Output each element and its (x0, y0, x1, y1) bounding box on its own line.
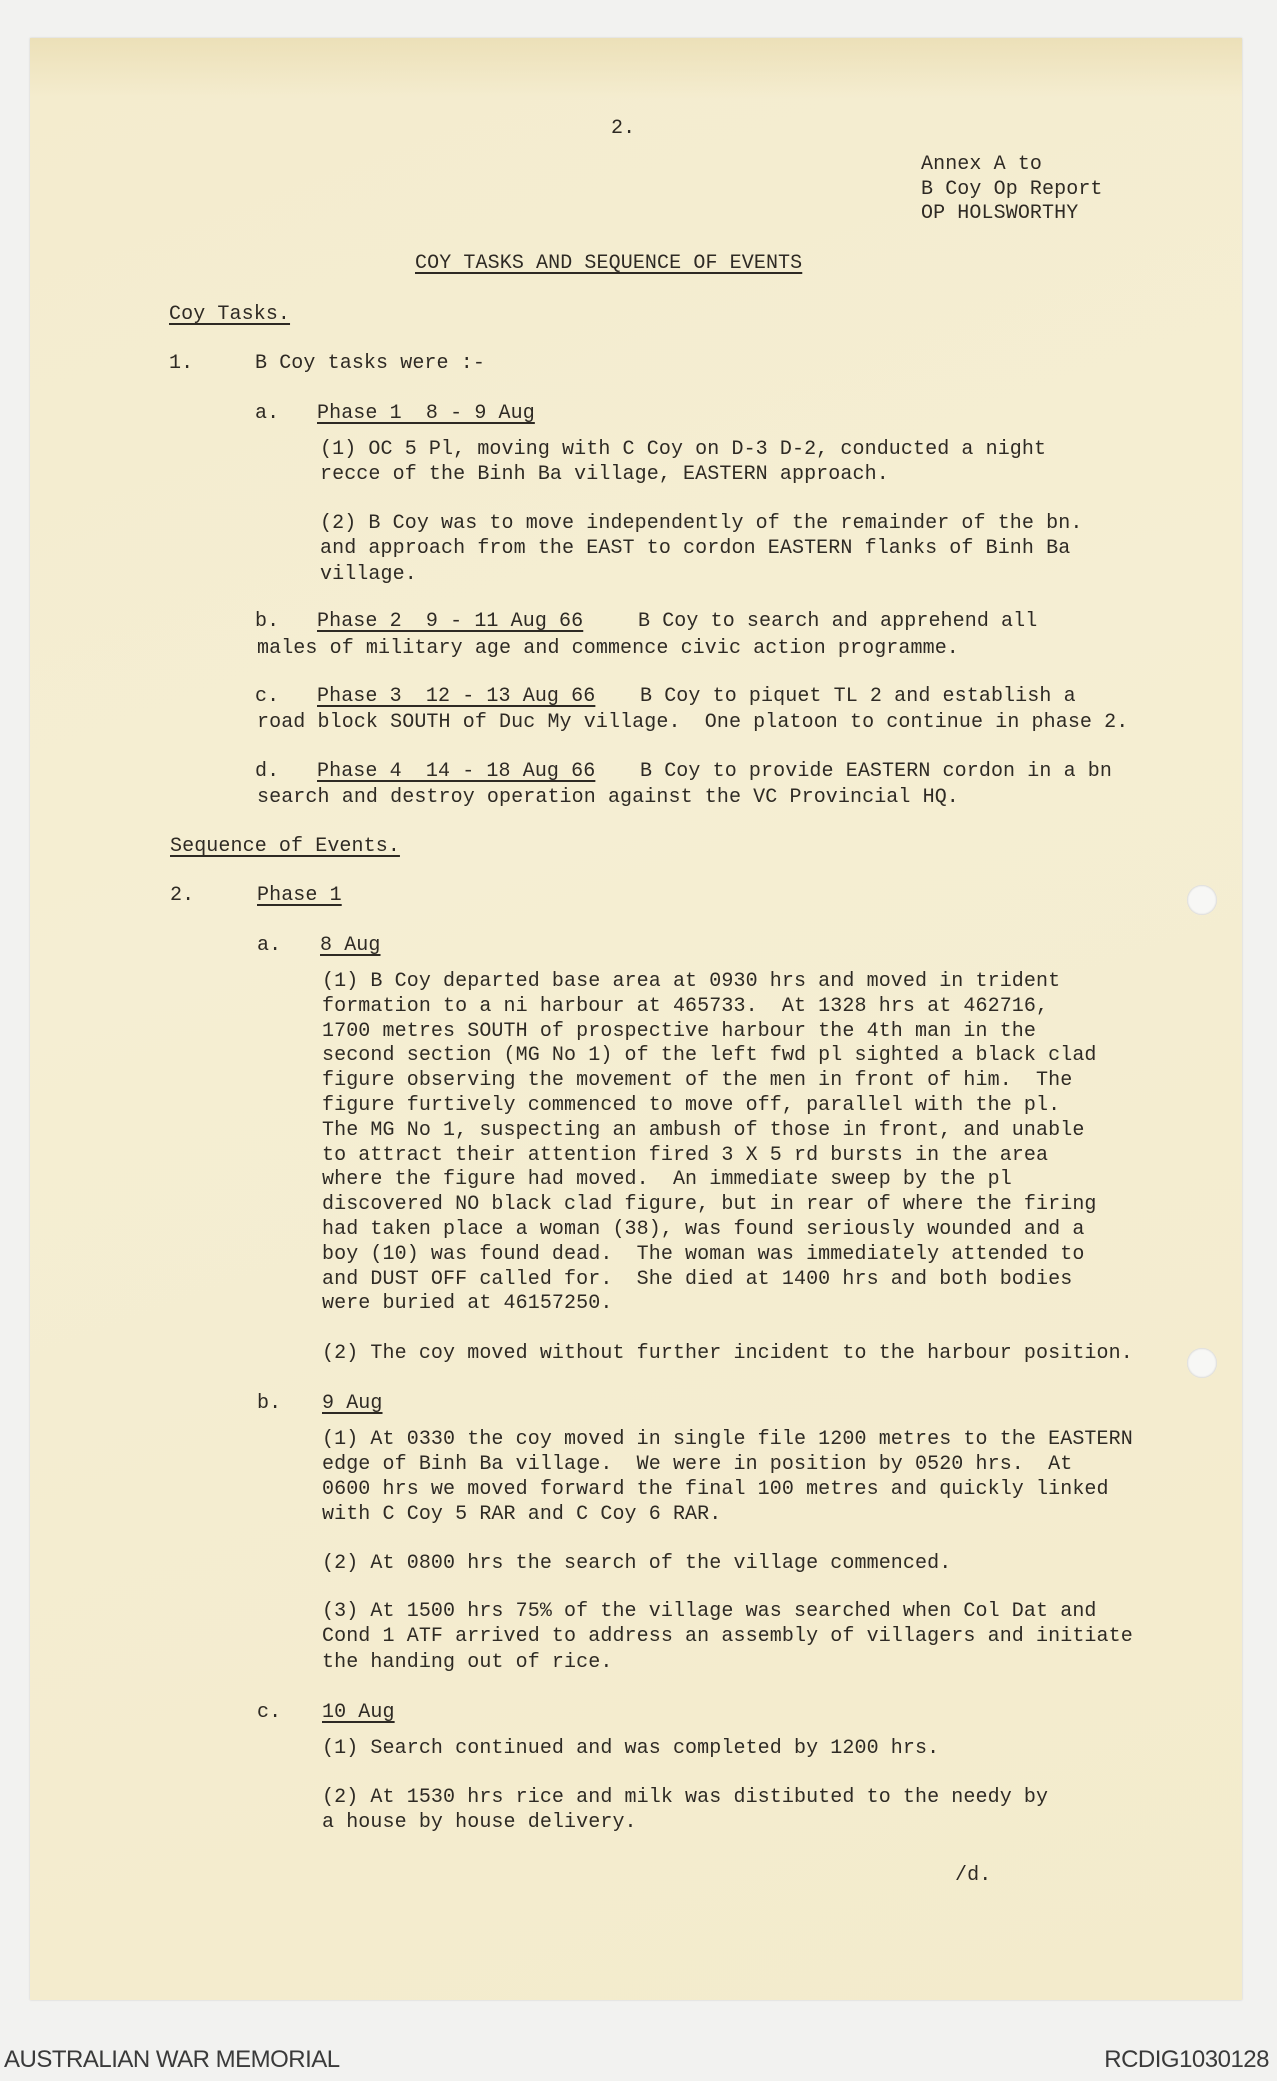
section-heading-sequence: Sequence of Events. (170, 835, 400, 858)
para-number: 2. (170, 884, 195, 907)
annex-line: OP HOLSWORTHY (921, 202, 1079, 225)
para-line: males of military age and commence civic action programme. (257, 637, 959, 660)
sub-letter: c. (255, 685, 280, 708)
para-line: The MG No 1, suspecting an ambush of those in front, and unable (322, 1119, 1085, 1142)
para-line: had taken place a woman (38), was found seriously wounded and a (322, 1218, 1085, 1241)
page-number: 2. (611, 117, 636, 140)
document-page (30, 38, 1242, 2000)
phase-heading: Phase 1 8 - 9 Aug (317, 402, 535, 425)
section-heading-coy-tasks: Coy Tasks. (169, 303, 291, 326)
para-line: figure observing the movement of the men in front of him. The (322, 1069, 1073, 1092)
annex-line: Annex A to (921, 153, 1043, 176)
sub-letter: c. (257, 1701, 282, 1724)
para-line: village. (320, 563, 417, 586)
para-line: (2) At 1530 hrs rice and milk was distibuted to the needy by (322, 1786, 1049, 1809)
para-text: B Coy to piquet TL 2 and establish a (640, 685, 1076, 708)
para-line: 0600 hrs we moved forward the final 100 metres and quickly linked (322, 1478, 1109, 1501)
document-title: COY TASKS AND SEQUENCE OF EVENTS (415, 252, 803, 275)
para-line: (2) At 0800 hrs the search of the village commenced. (322, 1552, 952, 1575)
footer-archive-name: AUSTRALIAN WAR MEMORIAL (4, 2046, 340, 2073)
sub-letter: b. (257, 1392, 282, 1415)
para-line: with C Coy 5 RAR and C Coy 6 RAR. (322, 1503, 722, 1526)
date-heading: 8 Aug (320, 934, 381, 957)
para-line: edge of Binh Ba village. We were in position by 0520 hrs. At (322, 1453, 1073, 1476)
para-line: discovered NO black clad figure, but in rear of where the firing (322, 1193, 1097, 1216)
para-line: where the figure had moved. An immediate sweep by the pl (322, 1168, 1012, 1191)
para-line: were buried at 46157250. (322, 1292, 613, 1315)
para-line: road block SOUTH of Duc My village. One platoon to continue in phase 2. (257, 711, 1129, 734)
punch-hole (1187, 885, 1217, 915)
para-line: and DUST OFF called for. She died at 1400 hrs and both bodies (322, 1268, 1073, 1291)
sub-letter: b. (255, 610, 280, 633)
phase-heading: Phase 1 (257, 884, 342, 907)
para-line: (1) B Coy departed base area at 0930 hrs and moved in trident (322, 970, 1061, 993)
para-text: B Coy tasks were :- (255, 352, 485, 375)
para-line: Cond 1 ATF arrived to address an assembly of villagers and initiate (322, 1625, 1133, 1648)
para-line: to attract their attention fired 3 X 5 rd bursts in the area (322, 1144, 1049, 1167)
paper-fold-shadow (30, 38, 1242, 98)
para-text: B Coy to search and apprehend all (638, 610, 1038, 633)
para-line: search and destroy operation against the VC Provincial HQ. (257, 786, 959, 809)
para-line: (1) OC 5 Pl, moving with C Coy on D-3 D-2, conducted a night (320, 438, 1047, 461)
phase-heading: Phase 3 12 - 13 Aug 66 (317, 685, 596, 708)
punch-hole (1187, 1348, 1217, 1378)
para-line: (3) At 1500 hrs 75% of the village was searched when Col Dat and (322, 1600, 1097, 1623)
footer-record-id: RCDIG1030128 (1104, 2046, 1269, 2073)
para-line: and approach from the EAST to cordon EASTERN flanks of Binh Ba (320, 537, 1071, 560)
phase-heading: Phase 2 9 - 11 Aug 66 (317, 610, 584, 633)
para-line: boy (10) was found dead. The woman was immediately attended to (322, 1243, 1085, 1266)
para-line: (2) The coy moved without further incident to the harbour position. (322, 1342, 1133, 1365)
para-text: B Coy to provide EASTERN cordon in a bn (640, 760, 1112, 783)
annex-line: B Coy Op Report (921, 178, 1103, 201)
phase-heading: Phase 4 14 - 18 Aug 66 (317, 760, 596, 783)
para-line: second section (MG No 1) of the left fwd pl sighted a black clad (322, 1044, 1097, 1067)
sub-letter: a. (257, 934, 282, 957)
para-line: 1700 metres SOUTH of prospective harbour the 4th man in the (322, 1020, 1037, 1043)
para-line: a house by house delivery. (322, 1811, 637, 1834)
para-line: (1) At 0330 the coy moved in single file 1200 metres to the EASTERN (322, 1428, 1133, 1451)
para-number: 1. (169, 352, 194, 375)
date-heading: 10 Aug (322, 1701, 395, 1724)
para-line: recce of the Binh Ba village, EASTERN approach. (320, 463, 889, 486)
para-line: (2) B Coy was to move independently of the remainder of the bn. (320, 512, 1083, 535)
sub-letter: d. (255, 760, 280, 783)
para-line: figure furtively commenced to move off, parallel with the pl. (322, 1094, 1061, 1117)
para-line: formation to a ni harbour at 465733. At 1328 hrs at 462716, (322, 995, 1049, 1018)
para-line: the handing out of rice. (322, 1651, 613, 1674)
continuation-marker: /d. (955, 1864, 992, 1887)
date-heading: 9 Aug (322, 1392, 383, 1415)
para-line: (1) Search continued and was completed by 1200 hrs. (322, 1737, 940, 1760)
sub-letter: a. (255, 402, 280, 425)
